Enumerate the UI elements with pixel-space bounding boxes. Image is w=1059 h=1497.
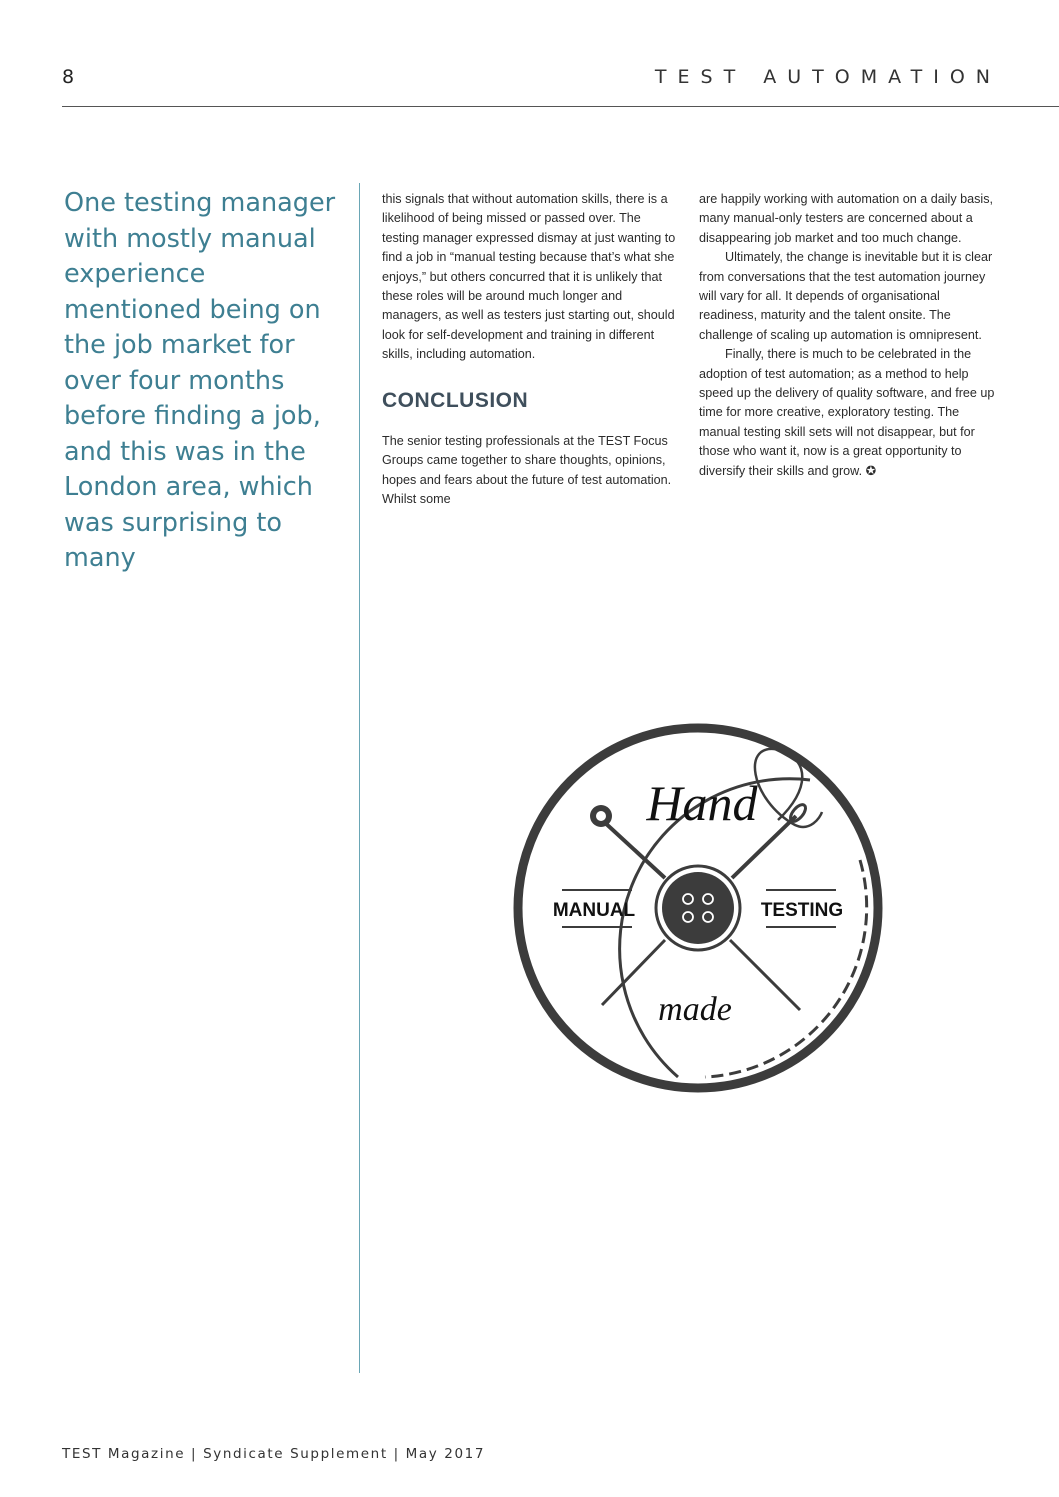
badge-bottom-script: made <box>658 991 732 1028</box>
article-column-1 <box>382 190 680 510</box>
thread-icon <box>755 749 822 827</box>
column-1-paragraph-2: The senior testing professionals at the TEST Focus Groups came together to share thoughts, opinions, hopes and fears about the future of test automation. Whilst some <box>382 434 672 507</box>
badge-left-label: MANUAL <box>552 900 636 921</box>
badge-right-label: TESTING <box>760 900 844 921</box>
page-number: 8 <box>62 66 75 88</box>
column-divider <box>359 183 360 1373</box>
column-2-paragraph-3 <box>699 345 997 481</box>
column-1-paragraph-1: this signals that without automation skills, there is a likelihood of being missed or passed over. The testing manager expressed dismay at just wanting to find a job in “manual testing because that’s what she enjoys,” but others concurred that it is unlikely that these roles will be around much longer and managers, as well as testers just starting out, should look for self-development and training in different skills, including automation. <box>382 192 676 362</box>
end-mark-icon: ✪ <box>865 463 877 478</box>
header-rule <box>62 106 1059 107</box>
section-title: TEST AUTOMATION <box>654 66 1001 88</box>
conclusion-heading: CONCLUSION <box>382 388 529 412</box>
column-2-paragraph-3-text: Finally, there is much to be celebrated in the adoption of test automation; as a method to help speed up the delivery of quality software, and free up time for more creative, exploratory testing. The manual testing skill sets will not disappear, but for those who want it, now is a great opportunity to diversify their skills and grow. <box>699 347 995 478</box>
column-2-paragraph-1: are happily working with automation on a daily basis, many manual-only testers are concerned about a disappearing job market and too much change. <box>699 192 994 245</box>
article-column-2 <box>699 190 997 481</box>
badge-top-script: Hand <box>646 775 758 831</box>
column-2-paragraph-2: Ultimately, the change is inevitable but it is clear from conversations that the test automation journey will vary for all. It depends of organisational readiness, maturity and the talent onsite. The challenge of scaling up automation is omnipresent. <box>699 250 993 342</box>
footer: TEST Magazine | Syndicate Supplement | May 2017 <box>62 1446 486 1462</box>
pull-quote: One testing manager with mostly manual experience mentioned being on the job market for over four months before finding a job, and this was in the London area, which was surprising to many <box>64 188 336 573</box>
handmade-manual-testing-badge <box>510 720 886 1096</box>
button-icon <box>656 866 740 950</box>
